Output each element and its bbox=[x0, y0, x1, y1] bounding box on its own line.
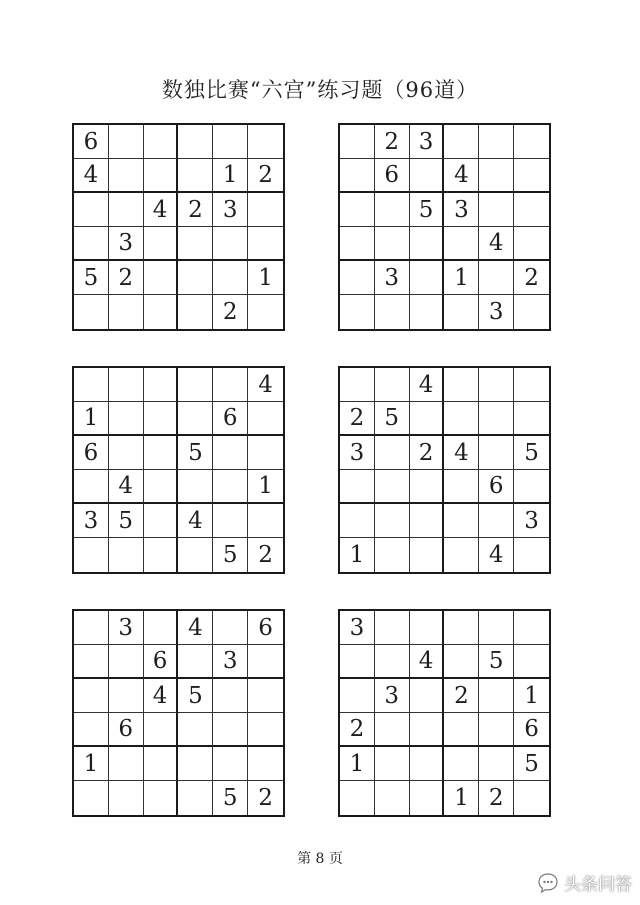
sudoku-cell bbox=[514, 159, 549, 193]
sudoku-cell: 6 bbox=[109, 713, 144, 747]
sudoku-cell bbox=[444, 713, 479, 747]
sudoku-cell bbox=[375, 538, 410, 572]
sudoku-cell bbox=[375, 781, 410, 815]
sudoku-cell bbox=[514, 470, 549, 504]
page-title: 数独比赛“六宫”练习题（96道） bbox=[161, 78, 479, 102]
sudoku-cell bbox=[144, 436, 179, 470]
sudoku-cell bbox=[340, 470, 375, 504]
sudoku-cell bbox=[410, 227, 445, 261]
sudoku-cell bbox=[340, 193, 375, 227]
sudoku-cell bbox=[479, 402, 514, 436]
sudoku-cell bbox=[375, 713, 410, 747]
sudoku-cell bbox=[144, 159, 179, 193]
sudoku-cell bbox=[479, 679, 514, 713]
sudoku-cell bbox=[74, 538, 109, 572]
sudoku-cell bbox=[410, 747, 445, 781]
sudoku-cell bbox=[375, 504, 410, 538]
sudoku-grid-4 bbox=[338, 366, 551, 574]
sudoku-cell bbox=[514, 538, 549, 572]
sudoku-cell bbox=[213, 125, 248, 159]
sudoku-cell bbox=[178, 538, 213, 572]
sudoku-cell bbox=[144, 713, 179, 747]
sudoku-cell: 6 bbox=[213, 402, 248, 436]
sudoku-cell bbox=[514, 295, 549, 329]
sudoku-cell bbox=[340, 679, 375, 713]
sudoku-cell: 1 bbox=[213, 159, 248, 193]
sudoku-cell: 2 bbox=[514, 261, 549, 295]
sudoku-cell bbox=[213, 679, 248, 713]
sudoku-cell bbox=[375, 747, 410, 781]
sudoku-cell bbox=[144, 747, 179, 781]
sudoku-cell bbox=[479, 368, 514, 402]
sudoku-cell: 4 bbox=[444, 159, 479, 193]
sudoku-cell bbox=[514, 368, 549, 402]
sudoku-cell bbox=[144, 470, 179, 504]
sudoku-cell bbox=[375, 295, 410, 329]
sudoku-cell: 2 bbox=[258, 542, 273, 568]
sudoku-cell bbox=[514, 125, 549, 159]
sudoku-cell bbox=[109, 295, 144, 329]
sudoku-cell bbox=[178, 747, 213, 781]
sudoku-cell bbox=[444, 504, 479, 538]
sudoku-cell bbox=[514, 645, 549, 679]
sudoku-cell: 3 bbox=[410, 125, 445, 159]
sudoku-cell: 2 bbox=[340, 402, 375, 436]
sudoku-cell: 3 bbox=[109, 611, 144, 645]
sudoku-cell: 5 bbox=[213, 538, 248, 572]
sudoku-cell: 4 bbox=[248, 368, 283, 402]
sudoku-cell: 6 bbox=[248, 611, 283, 645]
sudoku-cell bbox=[248, 679, 283, 713]
sudoku-cell bbox=[375, 645, 410, 679]
sudoku-cell bbox=[514, 402, 549, 436]
sudoku-cell bbox=[178, 645, 213, 679]
sudoku-cell: 4 bbox=[410, 368, 445, 402]
sudoku-cell: 5 bbox=[375, 402, 410, 436]
sudoku-cell bbox=[144, 261, 179, 295]
sudoku-cell bbox=[340, 125, 375, 159]
sudoku-cell bbox=[178, 125, 213, 159]
sudoku-cell bbox=[74, 470, 109, 504]
sudoku-cell bbox=[178, 781, 213, 815]
sudoku-cell bbox=[109, 781, 144, 815]
sudoku-grid-1 bbox=[72, 123, 285, 331]
sudoku-cell bbox=[444, 611, 479, 645]
sudoku-cell: 6 bbox=[144, 645, 179, 679]
sudoku-cell bbox=[144, 402, 179, 436]
sudoku-cell: 4 bbox=[479, 538, 514, 572]
sudoku-cell bbox=[340, 645, 375, 679]
sudoku-cell: 3 bbox=[375, 261, 410, 295]
sudoku-cell bbox=[144, 125, 179, 159]
sudoku-cell bbox=[248, 125, 283, 159]
sudoku-cell bbox=[444, 227, 479, 261]
sudoku-cell bbox=[248, 504, 283, 538]
sudoku-cell bbox=[375, 227, 410, 261]
sudoku-cell: 3 bbox=[340, 611, 375, 645]
sudoku-cell bbox=[213, 747, 248, 781]
sudoku-cell bbox=[144, 295, 179, 329]
sudoku-cell: 1 bbox=[444, 781, 479, 815]
sudoku-cell: 6 bbox=[74, 436, 109, 470]
sudoku-cell bbox=[479, 261, 514, 295]
sudoku-cell: 5 bbox=[514, 436, 549, 470]
sudoku-cell bbox=[410, 504, 445, 538]
sudoku-cell bbox=[340, 504, 375, 538]
chat-bubble-icon bbox=[537, 872, 559, 894]
sudoku-cell: 4 bbox=[479, 227, 514, 261]
sudoku-cell bbox=[375, 436, 410, 470]
sudoku-cell: 2 bbox=[258, 785, 273, 811]
sudoku-cell bbox=[444, 402, 479, 436]
sudoku-cell bbox=[144, 227, 179, 261]
sudoku-cell bbox=[248, 295, 283, 329]
sudoku-cell bbox=[248, 193, 283, 227]
sudoku-cell bbox=[74, 611, 109, 645]
sudoku-cell: 5 bbox=[74, 261, 109, 295]
sudoku-cell: 3 bbox=[213, 645, 248, 679]
sudoku-cell: 4 bbox=[410, 645, 445, 679]
sudoku-cell bbox=[479, 436, 514, 470]
sudoku-cell bbox=[340, 295, 375, 329]
sudoku-cell bbox=[514, 611, 549, 645]
sudoku-cell: 3 bbox=[74, 504, 109, 538]
sudoku-cell: 5 bbox=[178, 679, 213, 713]
sudoku-cell: 3 bbox=[375, 679, 410, 713]
sudoku-cell bbox=[213, 713, 248, 747]
sudoku-cell bbox=[109, 679, 144, 713]
sudoku-cell bbox=[109, 645, 144, 679]
sudoku-cell bbox=[410, 679, 445, 713]
sudoku-cell bbox=[340, 368, 375, 402]
sudoku-cell bbox=[248, 402, 283, 436]
sudoku-cell bbox=[213, 368, 248, 402]
sudoku-cell: 1 bbox=[248, 261, 283, 295]
sudoku-cell: 2 bbox=[109, 261, 144, 295]
sudoku-cell bbox=[479, 611, 514, 645]
sudoku-cell bbox=[144, 611, 179, 645]
sudoku-cell bbox=[444, 368, 479, 402]
sudoku-cell bbox=[178, 368, 213, 402]
sudoku-cell: 3 bbox=[109, 227, 144, 261]
sudoku-cell bbox=[178, 227, 213, 261]
sudoku-cell: 5 bbox=[514, 747, 549, 781]
sudoku-grid-3 bbox=[72, 366, 285, 574]
sudoku-cell: 3 bbox=[340, 436, 375, 470]
sudoku-cell: 2 bbox=[213, 295, 248, 329]
sudoku-cell bbox=[248, 436, 283, 470]
sudoku-grid-2 bbox=[338, 123, 551, 331]
sudoku-cell bbox=[444, 645, 479, 679]
sudoku-cell bbox=[178, 295, 213, 329]
sudoku-cell bbox=[444, 538, 479, 572]
sudoku-cell: 2 bbox=[410, 436, 445, 470]
sudoku-cell bbox=[479, 159, 514, 193]
sudoku-cell bbox=[144, 538, 179, 572]
sudoku-cell bbox=[144, 368, 179, 402]
sudoku-cell bbox=[213, 261, 248, 295]
sudoku-cell bbox=[340, 159, 375, 193]
sudoku-cell bbox=[248, 713, 283, 747]
sudoku-cell bbox=[213, 436, 248, 470]
sudoku-cell bbox=[340, 227, 375, 261]
sudoku-cell: 1 bbox=[74, 402, 109, 436]
sudoku-cell: 6 bbox=[375, 159, 410, 193]
sudoku-cell bbox=[213, 611, 248, 645]
sudoku-cell bbox=[74, 193, 109, 227]
sudoku-cell: 2 bbox=[340, 713, 375, 747]
sudoku-cell bbox=[74, 679, 109, 713]
sudoku-cell bbox=[410, 402, 445, 436]
watermark bbox=[537, 870, 632, 895]
sudoku-cell bbox=[514, 781, 549, 815]
sudoku-cell: 1 bbox=[74, 747, 109, 781]
sudoku-cell bbox=[444, 125, 479, 159]
sudoku-cell: 4 bbox=[144, 679, 179, 713]
sudoku-cell bbox=[410, 538, 445, 572]
sudoku-grid-5 bbox=[72, 609, 285, 817]
sudoku-cell bbox=[340, 261, 375, 295]
sudoku-cell bbox=[479, 125, 514, 159]
sudoku-cell bbox=[109, 538, 144, 572]
sudoku-cell: 1 bbox=[340, 538, 375, 572]
sudoku-cell: 3 bbox=[444, 193, 479, 227]
watermark-text: 头条问答 bbox=[564, 875, 632, 895]
sudoku-cell bbox=[109, 159, 144, 193]
sudoku-cell: 2 bbox=[444, 679, 479, 713]
sudoku-cell bbox=[213, 227, 248, 261]
sudoku-grid-6 bbox=[338, 609, 551, 817]
page-number: 第 8 页 bbox=[297, 851, 343, 867]
sudoku-cell: 6 bbox=[514, 713, 549, 747]
sudoku-cell: 5 bbox=[479, 645, 514, 679]
sudoku-cell bbox=[74, 295, 109, 329]
sudoku-cell bbox=[248, 227, 283, 261]
sudoku-cell bbox=[109, 193, 144, 227]
sudoku-cell: 3 bbox=[213, 193, 248, 227]
sudoku-cell: 4 bbox=[109, 470, 144, 504]
sudoku-cell bbox=[410, 295, 445, 329]
sudoku-cell bbox=[410, 470, 445, 504]
sudoku-cell bbox=[213, 504, 248, 538]
sudoku-cell bbox=[178, 470, 213, 504]
sudoku-cell bbox=[74, 368, 109, 402]
sudoku-cell bbox=[178, 261, 213, 295]
sudoku-cell bbox=[144, 781, 179, 815]
sudoku-cell: 4 bbox=[178, 611, 213, 645]
sudoku-cell bbox=[479, 713, 514, 747]
sudoku-cell: 4 bbox=[74, 159, 109, 193]
sudoku-cell bbox=[479, 747, 514, 781]
sudoku-cell bbox=[74, 781, 109, 815]
sudoku-cell: 4 bbox=[144, 193, 179, 227]
sudoku-cell bbox=[74, 227, 109, 261]
sudoku-cell bbox=[144, 504, 179, 538]
sudoku-cell bbox=[74, 713, 109, 747]
sudoku-cell: 5 bbox=[410, 193, 445, 227]
sudoku-cell: 6 bbox=[479, 470, 514, 504]
sudoku-cell: 3 bbox=[514, 504, 549, 538]
sudoku-cell: 3 bbox=[479, 295, 514, 329]
sudoku-cell bbox=[514, 193, 549, 227]
sudoku-cell bbox=[248, 645, 283, 679]
sudoku-cell bbox=[444, 470, 479, 504]
sudoku-cell bbox=[340, 781, 375, 815]
sudoku-cell bbox=[248, 747, 283, 781]
sudoku-cell: 1 bbox=[248, 470, 283, 504]
sudoku-cell: 2 bbox=[479, 781, 514, 815]
sudoku-cell bbox=[479, 504, 514, 538]
sudoku-cell bbox=[375, 193, 410, 227]
sudoku-cell: 5 bbox=[178, 436, 213, 470]
sudoku-cell: 4 bbox=[444, 436, 479, 470]
sudoku-cell bbox=[109, 125, 144, 159]
sudoku-cell bbox=[375, 470, 410, 504]
sudoku-cell: 4 bbox=[178, 504, 213, 538]
sudoku-cell: 2 bbox=[375, 125, 410, 159]
sudoku-cell bbox=[410, 159, 445, 193]
sudoku-cell: 1 bbox=[514, 679, 549, 713]
sudoku-cell bbox=[444, 295, 479, 329]
sudoku-cell bbox=[178, 159, 213, 193]
sudoku-cell bbox=[109, 368, 144, 402]
sudoku-cell bbox=[109, 436, 144, 470]
sudoku-cell bbox=[375, 611, 410, 645]
sudoku-cell bbox=[410, 781, 445, 815]
sudoku-cell bbox=[410, 713, 445, 747]
sudoku-cell bbox=[178, 402, 213, 436]
sudoku-cell: 2 bbox=[248, 159, 283, 193]
sudoku-cell bbox=[410, 261, 445, 295]
sudoku-cell bbox=[479, 193, 514, 227]
sudoku-cell bbox=[178, 713, 213, 747]
sudoku-cell bbox=[109, 402, 144, 436]
sudoku-cell: 5 bbox=[213, 781, 248, 815]
sudoku-cell bbox=[109, 747, 144, 781]
sudoku-cell: 1 bbox=[340, 747, 375, 781]
sudoku-cell bbox=[74, 645, 109, 679]
sudoku-cell bbox=[514, 227, 549, 261]
sudoku-cell bbox=[444, 747, 479, 781]
sudoku-cell bbox=[410, 611, 445, 645]
sudoku-cell bbox=[375, 368, 410, 402]
sudoku-cell: 5 bbox=[109, 504, 144, 538]
sudoku-cell: 2 bbox=[178, 193, 213, 227]
sudoku-cell: 1 bbox=[444, 261, 479, 295]
sudoku-cell: 6 bbox=[74, 125, 109, 159]
sudoku-cell bbox=[213, 470, 248, 504]
